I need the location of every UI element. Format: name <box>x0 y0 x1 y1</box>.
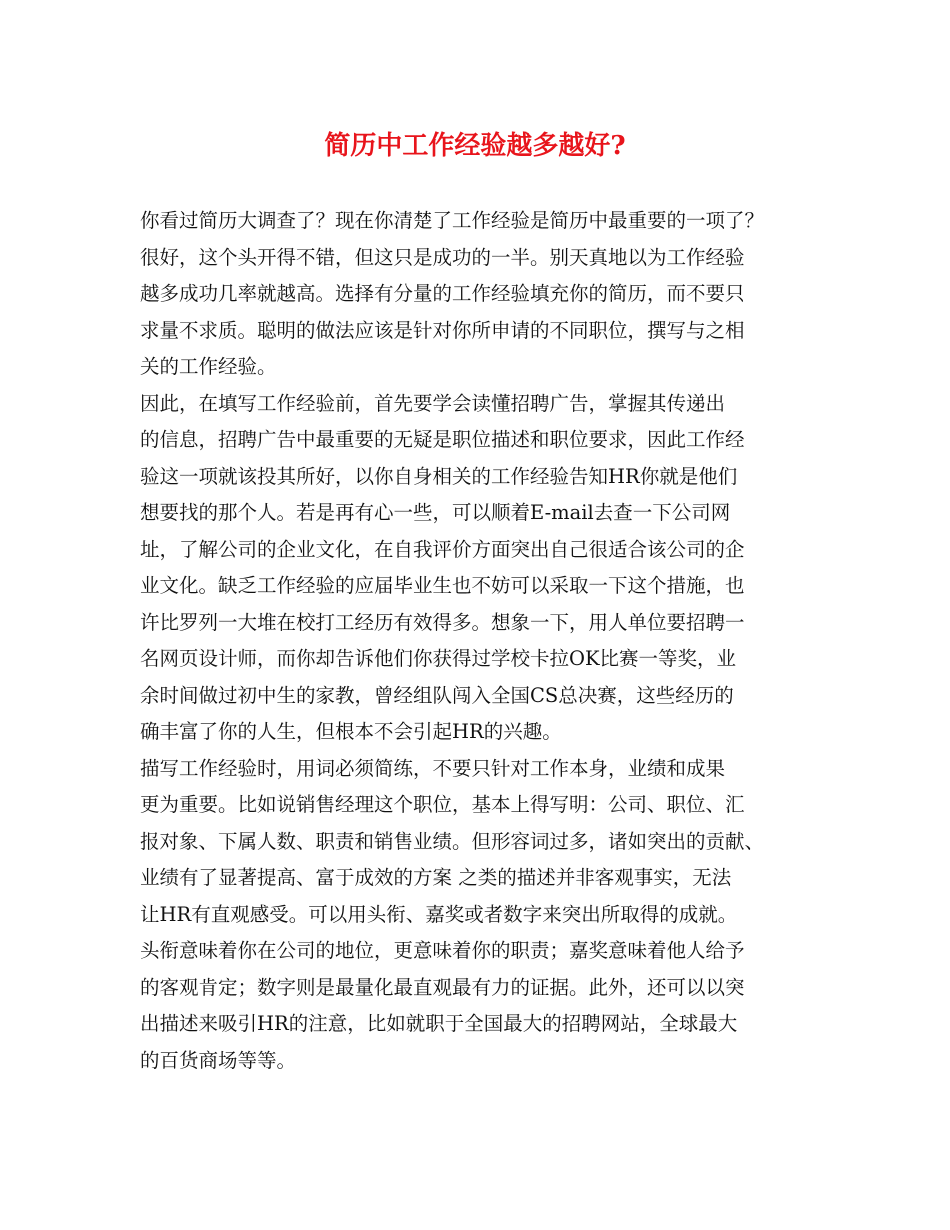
text-line: 出描述来吸引HR的注意，比如就职于全国最大的招聘网站，全球最大 <box>140 1012 738 1035</box>
text-line: 因此，在填写工作经验前，首先要学会读懂招聘广告，掌握其传递出 <box>140 391 726 415</box>
text-line: 确丰富了你的人生，但根本不会引起HR的兴趣。 <box>140 720 562 743</box>
text-line: 业绩有了显著提高、富于成效的方案 之类的描述并非客观事实，无法 <box>140 866 732 889</box>
text-line: 址，了解公司的企业文化，在自我评价方面突出自己很适合该公司的企 <box>140 537 745 561</box>
paragraph-intro <box>140 203 830 386</box>
text-line: 描写工作经验时，用词必须简练，不要只针对工作本身，业绩和成果 <box>140 756 726 780</box>
text-line: 报对象、下属人数、职责和销售业绩。但形容词过多，诸如突出的贡献、 <box>140 829 765 853</box>
text-line: 验这一项就该投其所好，以你自身相关的工作经验告知HR你就是他们 <box>140 464 738 488</box>
text-line: 的百货商场等等。 <box>140 1048 297 1072</box>
paragraph-description <box>140 751 830 1080</box>
text-line: 头衔意味着你在公司的地位，更意味着你的职责；嘉奖意味着他人给予 <box>140 939 745 962</box>
text-line: 许比罗列一大堆在校打工经历有效得多。想象一下，用人单位要招聘一 <box>140 610 745 634</box>
text-line: 名网页设计师，而你却告诉他们你获得过学校卡拉OK比赛一等奖，业 <box>140 647 737 670</box>
document-body <box>140 203 830 1079</box>
paragraph-job-ads <box>140 386 830 751</box>
text-line: 求量不求质。聪明的做法应该是针对你所申请的不同职位，撰写与之相 <box>140 318 745 342</box>
text-line: 业文化。缺乏工作经验的应届毕业生也不妨可以采取一下这个措施，也 <box>140 574 745 597</box>
text-line: 的客观肯定；数字则是最量化最直观最有力的证据。此外，还可以以突 <box>140 975 745 999</box>
text-line: 更为重要。比如说销售经理这个职位，基本上得写明：公司、职位、汇 <box>140 793 745 816</box>
text-line: 越多成功几率就越高。选择有分量的工作经验填充你的简历，而不要只 <box>140 282 745 305</box>
text-line: 让HR有直观感受。可以用头衔、嘉奖或者数字来突出所取得的成就。 <box>140 902 738 926</box>
document-title: 简历中工作经验越多越好? <box>324 131 626 161</box>
text-line: 想要找的那个人。若是再有心一些，可以顺着E-mail去查一下公司网 <box>140 501 731 524</box>
text-line: 关的工作经验。 <box>140 355 277 378</box>
text-line: 很好，这个头开得不错，但这只是成功的一半。别天真地以为工作经验 <box>140 245 745 269</box>
text-line: 余时间做过初中生的家教，曾经组队闯入全国CS总决赛，这些经历的 <box>140 683 734 707</box>
text-line: 你看过简历大调查了？现在你清楚了工作经验是简历中最重要的一项了？ <box>140 209 765 232</box>
text-line: 的信息，招聘广告中最重要的无疑是职位描述和职位要求，因此工作经 <box>140 428 745 451</box>
